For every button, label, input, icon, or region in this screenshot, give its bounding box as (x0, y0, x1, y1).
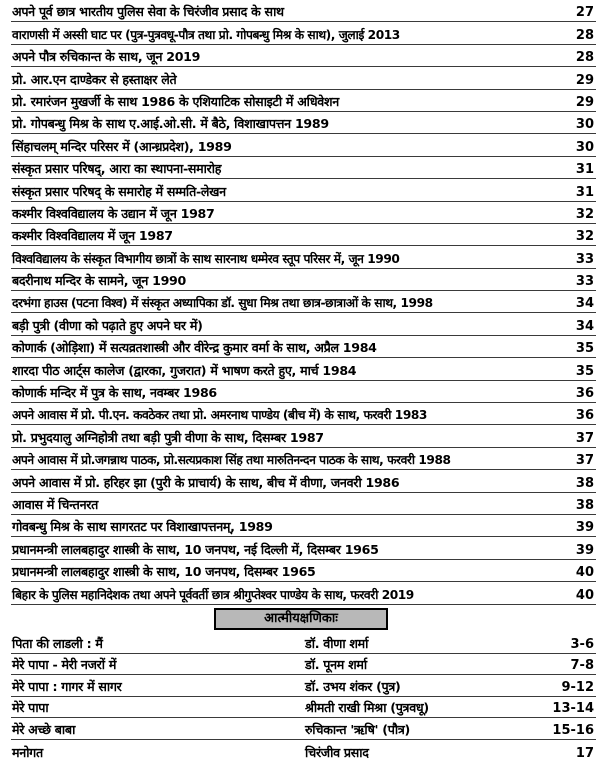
page-number: 40 (575, 587, 594, 603)
page-number: 29 (575, 94, 594, 110)
page-range: 7-8 (570, 658, 594, 674)
index-row (11, 448, 596, 470)
essay-title: पिता की लाडली : मैं (12, 635, 103, 651)
index-row (11, 45, 596, 67)
page-number: 34 (575, 296, 594, 312)
entry-title: दरभंगा हाउस (पटना विश्व) में संस्कृत अध्यापिका डॉ. सुधा मिश्र तथा छात्र-छात्राओं के साथ, 1998 (12, 296, 433, 311)
page-number: 34 (575, 318, 594, 334)
entry-title: विश्वविद्यालय के संस्कृत विभागीय छात्रों के साथ सारनाथ धम्मेरव स्तूप परिसर में, जून 1990 (12, 251, 400, 266)
index-row (11, 313, 596, 335)
page-number: 36 (575, 386, 594, 402)
page-number: 28 (575, 50, 594, 66)
essay-row (11, 740, 596, 762)
page-range: 15-16 (552, 722, 594, 738)
index-row (11, 246, 596, 268)
essay-row (11, 654, 596, 676)
page-number: 39 (575, 520, 594, 536)
page-number: 31 (575, 184, 594, 200)
page-number: 37 (575, 430, 594, 446)
index-row (11, 358, 596, 380)
index-row (11, 425, 596, 447)
essay-title: मनोगत (12, 744, 43, 760)
section-heading: आत्मीयक्षणिकाः (214, 608, 388, 630)
entry-title: अपने पौत्र रुचिकान्त के साथ, जून 2019 (12, 49, 201, 65)
index-row (11, 112, 596, 134)
essay-title: मेरे पापा - मेरी नजरों में (12, 657, 117, 673)
index-row (11, 202, 596, 224)
index-row (11, 269, 596, 291)
index-row (11, 22, 596, 44)
entry-title: प्रधानमन्त्री लालबहादुर शास्त्री के साथ, 10 जनपथ, दिसम्बर 1965 (12, 564, 316, 580)
index-row (11, 157, 596, 179)
index-row (11, 224, 596, 246)
entry-title: बिहार के पुलिस महानिदेशक तथा अपने पूर्ववर्ती छात्र श्रीगुप्तेश्वर पाण्डेय के साथ, फरवरी 2019 (12, 587, 414, 602)
page-number: 31 (575, 162, 594, 178)
entry-title: प्रो. गोपबन्धु मिश्र के साथ ए.आई.ओ.सी. में बैठे, विशाखापत्तन 1989 (12, 116, 329, 132)
essay-author: डॉ. वीणा शर्मा (305, 635, 369, 651)
entry-title: अपने आवास में प्रो. हरिहर झा (पुरी के प्राचार्य) के साथ, बीच में वीणा, जनवरी 1986 (12, 474, 400, 490)
entry-title: बड़ी पुत्री (वीणा को पढ़ाते हुए अपने घर में) (12, 317, 203, 333)
essay-author: रुचिकान्त 'ऋषि' (पौत्र) (305, 721, 410, 737)
entry-title: कोणार्क मन्दिर में पुत्र के साथ, नवम्बर 1986 (12, 385, 217, 401)
page-number: 32 (575, 206, 594, 222)
entry-title: कश्मीर विश्वविद्यालय के उद्यान में जून 1987 (12, 205, 215, 221)
index-row (11, 582, 596, 604)
page-range: 3-6 (570, 636, 594, 652)
entry-title: वाराणसी में अस्सी घाट पर (पुत्र-पुत्रवधू-पौत्र तथा प्रो. गोपबन्धु मिश्र के साथ), जुलाई 2013 (12, 27, 400, 42)
entry-title: प्रधानमन्त्री लालबहादुर शास्त्री के साथ, 10 जनपथ, नई दिल्ली में, दिसम्बर 1965 (12, 541, 379, 557)
page-number: 32 (575, 229, 594, 245)
index-row (11, 336, 596, 358)
essay-author: चिरंजीव प्रसाद (305, 744, 369, 760)
index-row (11, 179, 596, 201)
page-number: 36 (575, 408, 594, 424)
page-range: 17 (575, 745, 594, 761)
entry-title: कोणार्क (ओड़िशा) में सत्यव्रतशास्त्री और वीरेन्द्र कुमार वर्मा के साथ, अप्रैल 1984 (12, 340, 377, 356)
entry-title: सिंहाचलम् मन्दिर परिसर में (आन्ध्रप्रदेश), 1989 (12, 138, 232, 154)
essay-author: डॉ. उभय शंकर (पुत्र) (305, 678, 401, 694)
entry-title: प्रो. प्रभुदयालु अग्निहोत्री तथा बड़ी पुत्री वीणा के साथ, दिसम्बर 1987 (12, 429, 324, 445)
entry-title: आवास में चिन्तनरत (12, 496, 98, 512)
page-range: 9-12 (561, 679, 594, 695)
essay-title: मेरे अच्छे बाबा (12, 721, 76, 737)
index-row (11, 515, 596, 537)
page-number: 28 (575, 27, 594, 43)
entry-title: अपने पूर्व छात्र भारतीय पुलिस सेवा के चिरंजीव प्रसाद के साथ (12, 4, 284, 20)
entry-title: शारदा पीठ आर्ट्स कालेज (द्वारका, गुजरात) में भाषण करते हुए, मार्च 1984 (12, 362, 357, 378)
index-row (11, 493, 596, 515)
index-row (11, 560, 596, 582)
page-number: 37 (575, 453, 594, 469)
page-number: 30 (575, 117, 594, 133)
entry-title: कश्मीर विश्वविद्यालय में जून 1987 (12, 228, 173, 244)
index-row (11, 0, 596, 22)
index-row (11, 381, 596, 403)
photo-index-list (11, 0, 596, 605)
essay-row (11, 697, 596, 719)
page-number: 27 (575, 5, 594, 21)
page-range: 13-14 (552, 701, 594, 717)
entry-title: प्रो. रमारंजन मुखर्जी के साथ 1986 के एशियाटिक सोसाइटी में अधिवेशन (12, 93, 339, 109)
entry-title: अपने आवास में प्रो.जगन्नाथ पाठक, प्रो.सत्यप्रकाश सिंह तथा मारुतिनन्दन पाठक के साथ, फरवरी 1988 (12, 453, 451, 468)
index-row (11, 470, 596, 492)
index-row (11, 67, 596, 89)
page-number: 29 (575, 72, 594, 88)
page-number: 33 (575, 251, 594, 267)
page-number: 30 (575, 139, 594, 155)
entry-title: प्रो. आर.एन दाण्डेकर से हस्ताक्षर लेते (12, 71, 177, 87)
essay-row (11, 675, 596, 697)
index-row (11, 291, 596, 313)
index-row (11, 90, 596, 112)
index-row (11, 134, 596, 156)
page-number: 35 (575, 363, 594, 379)
entry-title: संस्कृत प्रसार परिषद्, आरा का स्थापना-समारोह (12, 161, 222, 177)
essay-row (11, 632, 596, 654)
index-row (11, 403, 596, 425)
page-number: 38 (575, 497, 594, 513)
entry-title: संस्कृत प्रसार परिषद् के समारोह में सम्मति-लेखन (12, 183, 226, 199)
entry-title: अपने आवास में प्रो. पी.एन. कवठेकर तथा प्रो. अमरनाथ पाण्डेय (बीच में) के साथ, फरवरी 1983 (12, 408, 427, 423)
index-row (11, 537, 596, 559)
essay-index-list (11, 632, 596, 762)
essay-title: मेरे पापा : गागर में सागर (12, 678, 122, 694)
page-number: 33 (575, 274, 594, 290)
essay-row (11, 718, 596, 740)
page-number: 38 (575, 475, 594, 491)
page-number: 40 (575, 565, 594, 581)
entry-title: बदरीनाथ मन्दिर के सामने, जून 1990 (12, 273, 186, 289)
page-number: 39 (575, 542, 594, 558)
essay-author: डॉ. पूनम शर्मा (305, 657, 367, 673)
entry-title: गोवबन्धु मिश्र के साथ सागरतट पर विशाखापत्तनम्, 1989 (12, 519, 273, 535)
essay-author: श्रीमती राखी मिश्रा (पुत्रवधू) (305, 700, 429, 716)
page-number: 35 (575, 341, 594, 357)
essay-title: मेरे पापा (12, 700, 49, 716)
